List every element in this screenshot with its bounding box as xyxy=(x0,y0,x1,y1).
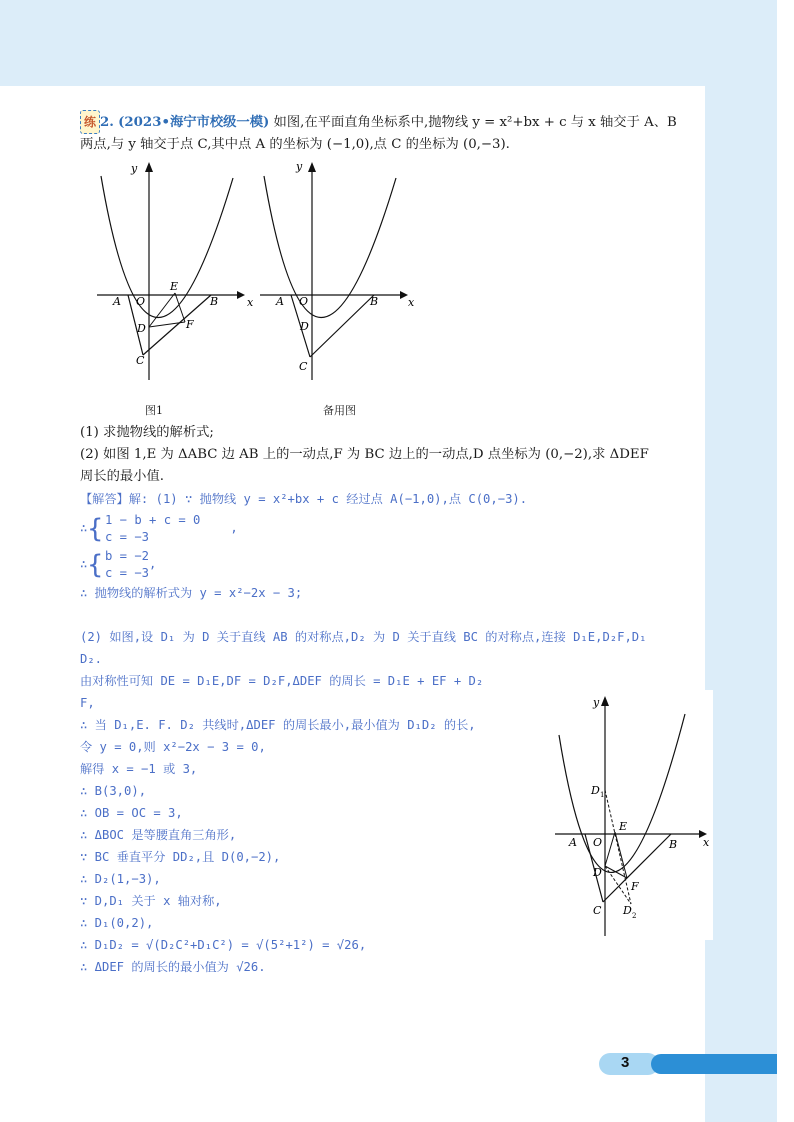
sol-fig-label-d2-sub: 2 xyxy=(632,912,637,920)
solution-2-line-16: ∴ ΔDEF 的周长的最小值为 √26. xyxy=(80,960,266,974)
solution-2-line-4: F, xyxy=(80,696,95,710)
fig1-x-arrow xyxy=(237,291,245,299)
solution-2-line-3: 由对称性可知 DE = D₁E,DF = D₂F,ΔDEF 的周长 = D₁E + EF + D₂ xyxy=(80,674,484,688)
sol-fig-label-y: y xyxy=(593,696,600,709)
solution-figure xyxy=(553,690,713,940)
sol-fig-label-d2: D xyxy=(623,904,632,917)
sol-fig-label-f: F xyxy=(631,880,639,893)
brace-2: { xyxy=(87,549,103,580)
fig2-y-arrow xyxy=(308,162,316,172)
solution-2-line-9: ∴ OB = OC = 3, xyxy=(80,806,183,820)
sol-fig-segment-de xyxy=(605,832,615,866)
sys1-tail: , xyxy=(230,521,238,535)
sol-fig-label-a: A xyxy=(569,836,577,849)
solution-2-line-5: ∴ 当 D₁,E. F. D₂ 共线时,ΔDEF 的周长最小,最小值为 D₁D₂ 的长, xyxy=(80,718,476,732)
fig1-label-f: F xyxy=(186,318,194,331)
solution-2-line-11: ∵ BC 垂直平分 DD₂,且 D(0,−2), xyxy=(80,850,281,864)
fig2-label-b: B xyxy=(370,295,379,308)
stem-line-2: 两点,与 y 轴交于点 C,其中点 A 的坐标为 (−1,0),点 C 的坐标为 (0,−3). xyxy=(80,137,510,152)
solution-system-1 xyxy=(80,510,710,546)
solution-2-line-10: ∴ ΔBOC 是等腰直角三角形, xyxy=(80,828,237,842)
sol-fig-label-o: O xyxy=(593,836,603,849)
fig2-label-o: O xyxy=(299,295,309,308)
question-source: (2023•海宁市校级一模) xyxy=(118,115,270,130)
figure-2-caption: 备用图 xyxy=(323,404,356,417)
sol-fig-label-d: D xyxy=(593,866,602,879)
solution-system-2 xyxy=(80,546,710,582)
fig1-segment-df xyxy=(149,322,185,327)
sys1-row-a: 1 − b + c = 0 xyxy=(105,512,201,527)
fig1-label-e: E xyxy=(170,280,179,293)
page-number-bar xyxy=(599,1053,777,1075)
sys1-row-b: c = −3 xyxy=(105,529,150,544)
sys2-row-b: c = −3 xyxy=(105,565,150,580)
fig1-y-arrow xyxy=(145,162,153,172)
fig2-label-a: A xyxy=(276,295,284,308)
therefore-symbol-1: ∴ xyxy=(80,521,88,535)
sol-fig-y-arrow xyxy=(601,696,609,706)
question-2-line-2: 周长的最小值. xyxy=(80,469,165,484)
sol-fig-label-e: E xyxy=(619,820,628,833)
sol-fig-label-d1: D xyxy=(591,784,600,797)
brace-1: { xyxy=(87,513,103,544)
fig1-label-x: x xyxy=(247,296,254,309)
sys2-tail: , xyxy=(149,557,157,571)
therefore-symbol-2: ∴ xyxy=(80,557,88,571)
sol-fig-parabola xyxy=(559,714,685,872)
solution-2-line-7: 解得 x = −1 或 3, xyxy=(80,762,198,776)
solution-2-line-8: ∴ B(3,0), xyxy=(80,784,147,798)
page-number: 3 xyxy=(621,1054,630,1071)
stem-text-1: 如图,在平面直角坐标系中,抛物线 y = x²+bx + c 与 x 轴交于 A、B xyxy=(273,115,677,130)
solution-2-line-2: D₂. xyxy=(80,652,103,666)
solution-2-line-1: (2) 如图,设 D₁ 为 D 关于直线 AB 的对称点,D₂ 为 D 关于直线 BC 的对称点,连接 D₁E,D₂F,D₁ xyxy=(80,630,647,644)
spacer xyxy=(80,604,710,626)
solution-2-line-12: ∴ D₂(1,−3), xyxy=(80,872,161,886)
header-band xyxy=(0,0,777,86)
solution-2-line-6: 令 y = 0,则 x²−2x − 3 = 0, xyxy=(80,740,266,754)
solution-result-1: ∴ 抛物线的解析式为 y = x²−2x − 3; xyxy=(80,586,303,600)
fig1-label-d: D xyxy=(137,322,146,335)
fig2-label-d: D xyxy=(300,320,309,333)
figure-2 xyxy=(258,158,423,383)
sol-fig-label-d1-sub: 1 xyxy=(600,791,605,799)
side-band xyxy=(705,0,777,1122)
solution-2-line-13: ∵ D,D₁ 关于 x 轴对称, xyxy=(80,894,222,908)
problem-block xyxy=(80,110,710,156)
sys2-row-a: b = −2 xyxy=(105,548,150,563)
fig1-label-c: C xyxy=(136,354,145,367)
sol-fig-label-x: x xyxy=(703,836,710,849)
stem-line-1 xyxy=(80,110,710,134)
fig1-label-o: O xyxy=(136,295,146,308)
page-bar-accent xyxy=(651,1054,777,1074)
fig1-label-a: A xyxy=(113,295,121,308)
system-2-rows xyxy=(105,548,149,582)
fig1-segment-de xyxy=(149,293,175,327)
fig1-label-y: y xyxy=(131,162,138,175)
fig2-label-x: x xyxy=(408,296,415,309)
fig2-label-c: C xyxy=(299,360,308,373)
practice-badge: 练 xyxy=(80,110,100,134)
question-2-line-1: (2) 如图 1,E 为 ΔABC 边 AB 上的一动点,F 为 BC 边上的一动点,D 点坐标为 (0,−2),求 ΔDEF xyxy=(80,447,649,462)
fig2-x-arrow xyxy=(400,291,408,299)
solution-2-line-15: ∴ D₁D₂ = √(D₂C²+D₁C²) = √(5²+1²) = √26, xyxy=(80,938,367,952)
question-1: (1) 求抛物线的解析式; xyxy=(80,425,214,440)
figure-1 xyxy=(95,158,260,383)
fig1-label-b: B xyxy=(210,295,219,308)
fig1-segment-cb xyxy=(143,295,211,355)
question-number: 2. xyxy=(100,115,114,130)
system-1-rows xyxy=(105,512,200,546)
solution-2-line-14: ∴ D₁(0,2), xyxy=(80,916,154,930)
fig2-label-y: y xyxy=(296,160,303,173)
questions-block xyxy=(80,422,710,488)
solution-head: 【解答】解: (1) ∵ 抛物线 y = x²+bx + c 经过点 A(−1,0),点 C(0,−3). xyxy=(80,492,528,506)
figure-1-caption: 图1 xyxy=(145,404,163,417)
sol-fig-label-c: C xyxy=(593,904,602,917)
sol-fig-label-b: B xyxy=(669,838,678,851)
